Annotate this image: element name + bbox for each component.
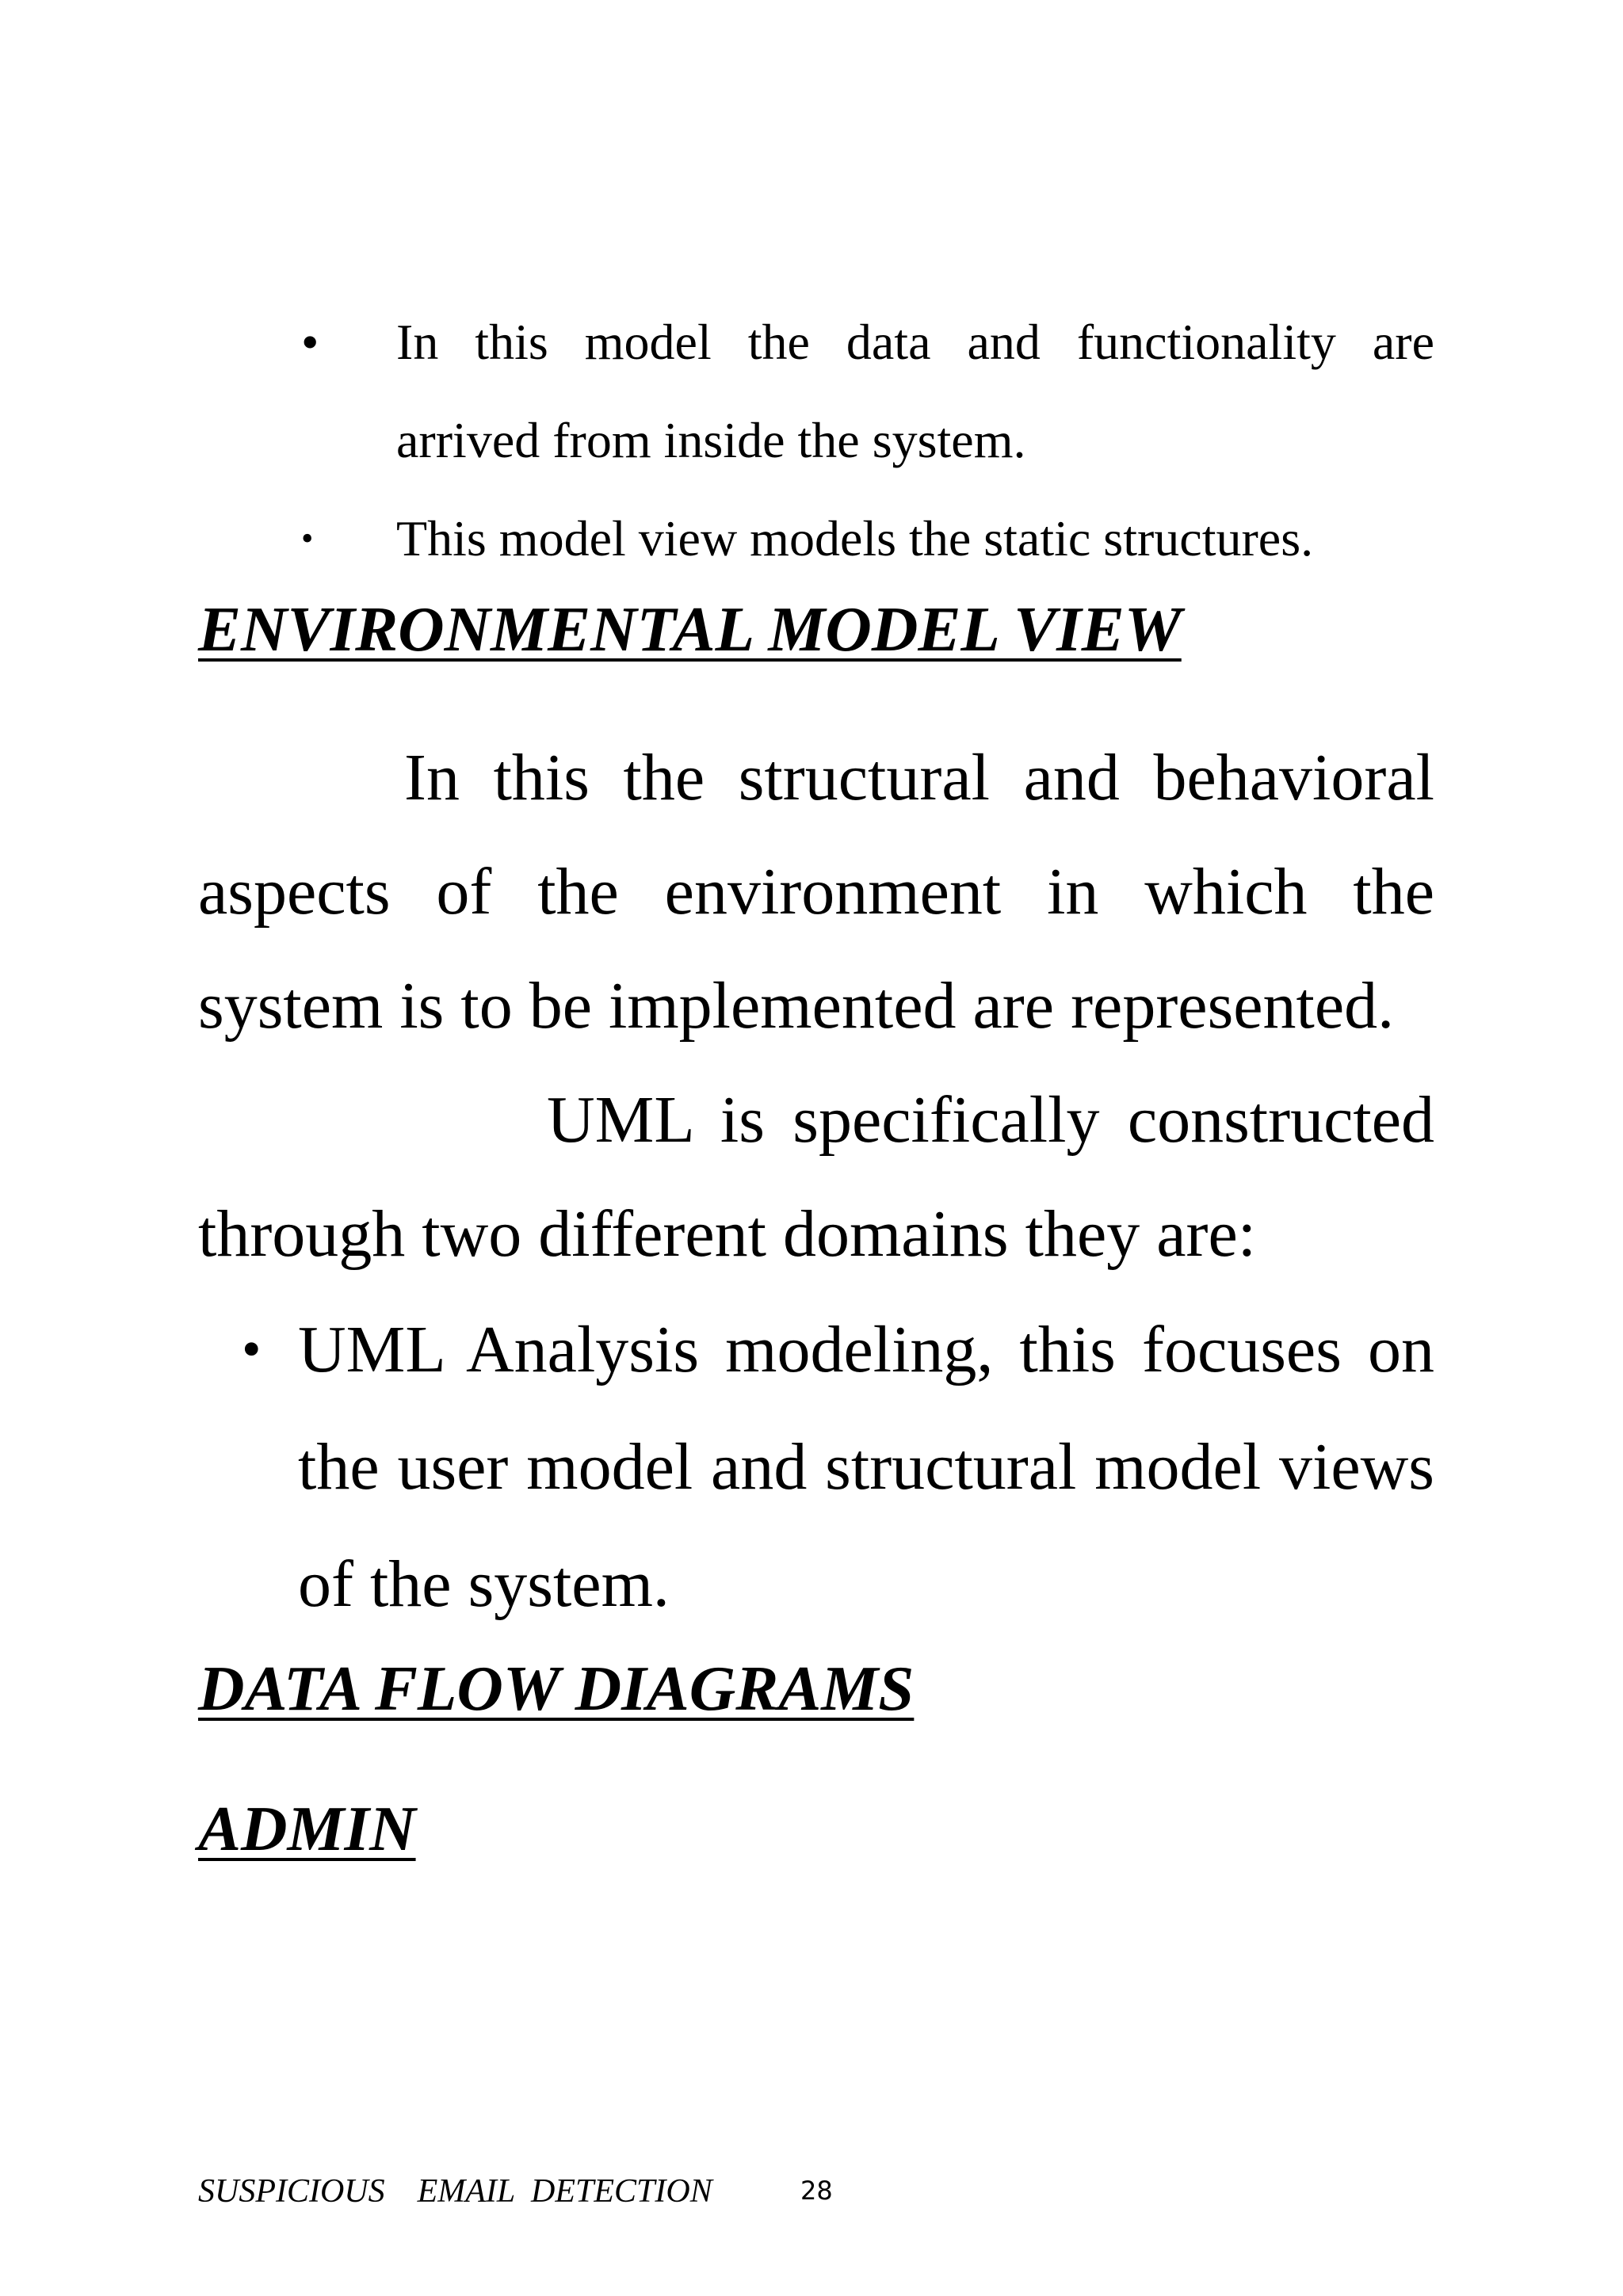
paragraph-line: aspects of the environment in which the [198,855,1434,929]
list-item-text-line: This model view models the static structures. [396,510,1314,566]
list-item [198,1291,1434,1643]
list-item [198,293,1434,490]
list-item-text-line: the user model and structural model views [298,1430,1434,1504]
paragraph-line: through two different domains they are: [198,1197,1257,1271]
footer-title: SUSPICIOUS EMAIL DETECTION [198,2173,712,2210]
paragraph-uml [198,1063,1434,1291]
paragraph-environment [198,721,1434,1063]
paragraph-line: UML is specifically constructed [547,1083,1434,1157]
section-heading-admin: ADMIN [198,1793,416,1864]
page-footer [198,2172,712,2210]
paragraph-line: In this the structural and behavioral [404,741,1434,814]
section-heading-data-flow: DATA FLOW DIAGRAMS [198,1653,915,1724]
bullet-icon: • [301,314,319,370]
list-item-text-line: UML Analysis modeling, this focuses on [298,1313,1434,1386]
paragraph-line: system is to be implemented are represented. [198,969,1395,1043]
section-heading-environmental: ENVIRONMENTAL MODEL VIEW [198,593,1182,665]
list-item-text-line: of the system. [298,1547,670,1621]
list-item-text-line: In this model the data and functionality are [396,314,1434,370]
bullet-icon: • [242,1319,262,1380]
uml-domain-list [198,1291,1434,1643]
page-number: 28 [800,2176,833,2206]
list-item [198,490,1434,588]
list-item-text-line: arrived from inside the system. [396,412,1026,468]
bullet-icon: • [301,519,314,558]
intro-bullet-list [198,293,1434,588]
